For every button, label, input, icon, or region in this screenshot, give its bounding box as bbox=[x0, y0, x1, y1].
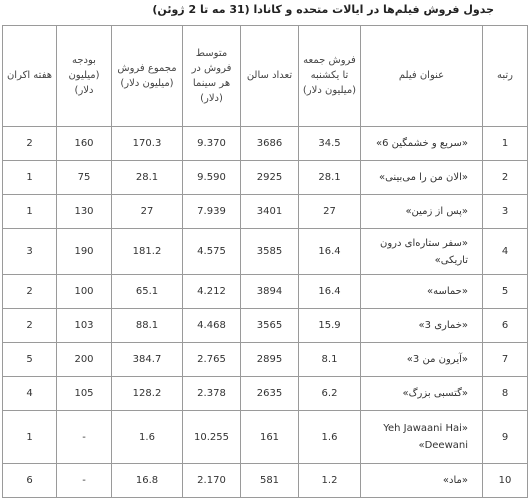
theaters-cell: 3686 bbox=[241, 126, 299, 160]
total-gross-cell: 384.7 bbox=[112, 343, 183, 377]
theaters-cell: 581 bbox=[241, 463, 299, 497]
budget-cell: 103 bbox=[57, 309, 112, 343]
header-rank: رتبه bbox=[483, 26, 528, 127]
rank-cell: 10 bbox=[483, 463, 528, 497]
weekend-gross-cell: 15.9 bbox=[299, 309, 361, 343]
rank-cell: 8 bbox=[483, 377, 528, 411]
average-cell: 9.590 bbox=[183, 160, 241, 194]
header-budget: بودجه (میلیون دلار) bbox=[57, 26, 112, 127]
total-gross-cell: 88.1 bbox=[112, 309, 183, 343]
weeks-cell: 4 bbox=[3, 377, 57, 411]
weekend-gross-cell: 6.2 bbox=[299, 377, 361, 411]
weeks-cell: 1 bbox=[3, 160, 57, 194]
movie-title-cell: «ماد» bbox=[361, 463, 483, 497]
rank-cell: 9 bbox=[483, 411, 528, 464]
theaters-cell: 161 bbox=[241, 411, 299, 464]
budget-cell: 200 bbox=[57, 343, 112, 377]
movie-title-cell: «سریع و خشمگین 6» bbox=[361, 126, 483, 160]
theaters-cell: 3894 bbox=[241, 275, 299, 309]
budget-cell: 160 bbox=[57, 126, 112, 160]
theaters-cell: 2635 bbox=[241, 377, 299, 411]
table-row bbox=[3, 463, 528, 497]
total-gross-cell: 28.1 bbox=[112, 160, 183, 194]
total-gross-cell: 65.1 bbox=[112, 275, 183, 309]
rank-cell: 3 bbox=[483, 194, 528, 228]
rank-cell: 5 bbox=[483, 275, 528, 309]
weeks-cell: 2 bbox=[3, 309, 57, 343]
average-cell: 4.212 bbox=[183, 275, 241, 309]
header-row bbox=[3, 26, 528, 127]
budget-cell: - bbox=[57, 411, 112, 464]
movie-title-cell: «پس از زمین» bbox=[361, 194, 483, 228]
weekend-gross-cell: 16.4 bbox=[299, 228, 361, 274]
movie-title-cell: «گتسبی بزرگ» bbox=[361, 377, 483, 411]
theaters-cell: 2925 bbox=[241, 160, 299, 194]
total-gross-cell: 181.2 bbox=[112, 228, 183, 274]
budget-cell: 100 bbox=[57, 275, 112, 309]
table-row bbox=[3, 343, 528, 377]
table-row bbox=[3, 377, 528, 411]
weekend-gross-cell: 27 bbox=[299, 194, 361, 228]
rank-cell: 1 bbox=[483, 126, 528, 160]
average-cell: 9.370 bbox=[183, 126, 241, 160]
weekend-gross-cell: 16.4 bbox=[299, 275, 361, 309]
movie-title-cell: «الان من را می‌بینی» bbox=[361, 160, 483, 194]
table-row bbox=[3, 228, 528, 274]
total-gross-cell: 128.2 bbox=[112, 377, 183, 411]
total-gross-cell: 1.6 bbox=[112, 411, 183, 464]
theaters-cell: 3401 bbox=[241, 194, 299, 228]
weeks-cell: 5 bbox=[3, 343, 57, 377]
weekend-gross-cell: 34.5 bbox=[299, 126, 361, 160]
average-cell: 2.170 bbox=[183, 463, 241, 497]
weekend-gross-cell: 1.6 bbox=[299, 411, 361, 464]
movie-title-cell: «سفر ستاره‌ای درون تاریکی» bbox=[361, 228, 483, 274]
table-caption: جدول فروش فیلم‌ها در ایالات متحده و کانادا (31 مه تا 2 ژوئن) bbox=[152, 3, 494, 16]
header-theaters: تعداد سالن bbox=[241, 26, 299, 127]
movie-title-cell: «Yeh Jawaani Hai Deewani» bbox=[361, 411, 483, 464]
theaters-cell: 2895 bbox=[241, 343, 299, 377]
total-gross-cell: 16.8 bbox=[112, 463, 183, 497]
weeks-cell: 6 bbox=[3, 463, 57, 497]
rank-cell: 7 bbox=[483, 343, 528, 377]
weekend-gross-cell: 1.2 bbox=[299, 463, 361, 497]
weeks-cell: 2 bbox=[3, 275, 57, 309]
header-weeks: هفته اکران bbox=[3, 26, 57, 127]
header-weekend-gross: فروش جمعه تا یکشنبه (میلیون دلار) bbox=[299, 26, 361, 127]
weeks-cell: 2 bbox=[3, 126, 57, 160]
movie-title-cell: «حماسه» bbox=[361, 275, 483, 309]
header-total-gross: مجموع فروش (میلیون دلار) bbox=[112, 26, 183, 127]
rank-cell: 6 bbox=[483, 309, 528, 343]
box-office-table bbox=[2, 25, 528, 498]
weekend-gross-cell: 8.1 bbox=[299, 343, 361, 377]
budget-cell: 75 bbox=[57, 160, 112, 194]
movie-title-cell: «آیرون من 3» bbox=[361, 343, 483, 377]
rank-cell: 4 bbox=[483, 228, 528, 274]
table-row bbox=[3, 309, 528, 343]
budget-cell: 105 bbox=[57, 377, 112, 411]
theaters-cell: 3565 bbox=[241, 309, 299, 343]
weeks-cell: 1 bbox=[3, 194, 57, 228]
table-row bbox=[3, 411, 528, 464]
total-gross-cell: 170.3 bbox=[112, 126, 183, 160]
header-average: متوسط فروش در هر سینما (دلار) bbox=[183, 26, 241, 127]
budget-cell: 190 bbox=[57, 228, 112, 274]
table-row bbox=[3, 160, 528, 194]
average-cell: 2.765 bbox=[183, 343, 241, 377]
weekend-gross-cell: 28.1 bbox=[299, 160, 361, 194]
average-cell: 4.575 bbox=[183, 228, 241, 274]
rank-cell: 2 bbox=[483, 160, 528, 194]
table-row bbox=[3, 194, 528, 228]
table-row bbox=[3, 126, 528, 160]
movie-title-cell: «خماری 3» bbox=[361, 309, 483, 343]
theaters-cell: 3585 bbox=[241, 228, 299, 274]
weeks-cell: 1 bbox=[3, 411, 57, 464]
budget-cell: - bbox=[57, 463, 112, 497]
average-cell: 10.255 bbox=[183, 411, 241, 464]
average-cell: 2.378 bbox=[183, 377, 241, 411]
average-cell: 4.468 bbox=[183, 309, 241, 343]
weeks-cell: 3 bbox=[3, 228, 57, 274]
table-body bbox=[3, 126, 528, 497]
total-gross-cell: 27 bbox=[112, 194, 183, 228]
header-title: عنوان فیلم bbox=[361, 26, 483, 127]
average-cell: 7.939 bbox=[183, 194, 241, 228]
budget-cell: 130 bbox=[57, 194, 112, 228]
table-row bbox=[3, 275, 528, 309]
